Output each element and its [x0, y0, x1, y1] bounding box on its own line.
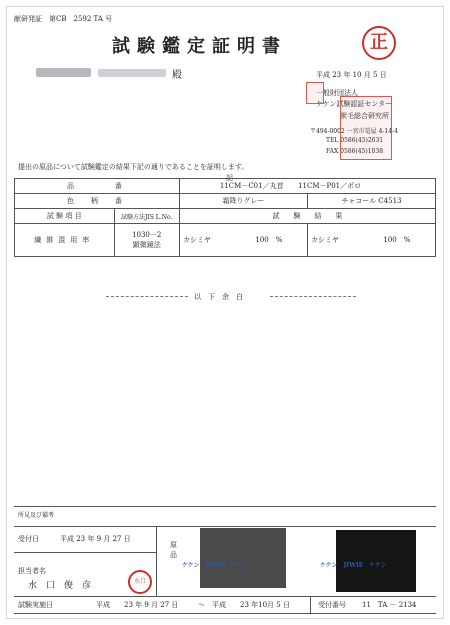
received-bottom-line: [14, 552, 156, 553]
document-number: 献研発証 第CB 2592 TA 号: [14, 15, 113, 23]
method-value: [114, 224, 179, 257]
sample-tag-text-2: ケケン JIWIE ケケン: [320, 562, 387, 569]
remarks-label: 所見及び備考: [18, 512, 55, 519]
period-label: 試験実施日: [18, 601, 53, 609]
official-seal: 正: [362, 26, 396, 60]
method-value-2: 顕微鏡法: [132, 241, 161, 249]
addressee-redacted: [36, 68, 166, 78]
addressee-suffix: 殿: [172, 70, 182, 81]
blank-dash-right: [270, 296, 356, 297]
sample-label: 原 品: [170, 541, 184, 559]
issuer-fax: FAX 0586(45)1038: [326, 148, 384, 155]
receipt-label: 受付番号: [318, 601, 346, 609]
person-label: 担当者名: [18, 567, 46, 575]
result-label: 試 験 結 果: [179, 209, 435, 224]
issuer-address: 〒494-0002 一宮市篭屋 4-14-4: [310, 128, 398, 135]
blank-note: 以 下 余 白: [194, 293, 243, 301]
result-1-name: カシミヤ: [182, 236, 211, 244]
small-seal-stamp: [306, 82, 324, 104]
issuer-org-type: 一般財団法人: [316, 89, 358, 97]
item-label: 品 番: [15, 179, 180, 194]
remarks-top-line: [14, 506, 436, 507]
result-cell-2: [307, 224, 435, 257]
receipt-divider: [310, 596, 311, 613]
received-date: 平成 23 年 9 月 27 日: [60, 535, 131, 543]
fiber-label: 繊維混用率: [15, 224, 115, 257]
period-end: 平成 23 年10月 5 日: [212, 601, 290, 609]
issuer-tel: TEL 0586(45)2631: [326, 137, 384, 144]
color-value-2: チャコール C4513: [307, 194, 435, 209]
item-values: [179, 179, 435, 194]
issuer-seal-stamp: [340, 96, 392, 160]
result-2-name: カシミヤ: [310, 236, 339, 244]
period-tilde: ～: [198, 601, 205, 609]
issue-date: 平成 23 年 10 月 5 日: [316, 71, 387, 79]
sample-divider: [156, 526, 157, 596]
footer-top-line: [14, 596, 436, 597]
item-value-2: 11CM－P01／ポロ: [298, 182, 362, 190]
footer-bottom-line: [14, 613, 436, 614]
statement-text: 提出の原品について試験鑑定の結果下記の通りであることを証明します。: [18, 163, 249, 171]
color-value-1: 霜降りグレー: [179, 194, 307, 209]
blank-dash-left: [106, 296, 188, 297]
document-title: 試験鑑定証明書: [112, 36, 287, 57]
person-seal: 水口: [128, 570, 152, 594]
test-item-label: 試 験 項 目: [15, 209, 115, 224]
result-1-value: 100 %: [255, 236, 283, 244]
result-2-value: 100 %: [383, 236, 411, 244]
ki-mark: 記: [226, 174, 233, 182]
person-name: 水 口 俊 彦: [28, 581, 92, 591]
color-label: 色 柄 番: [15, 194, 180, 209]
issuer-name-line1: ケケン試験認証センター: [316, 100, 393, 108]
received-top-line: [14, 526, 436, 527]
sample-swatch-grey: [200, 528, 286, 588]
method-label: 試験方法JIS L.No.: [114, 209, 179, 224]
received-label: 受付日: [18, 535, 39, 543]
sample-tag-text-1: ケケン JIWIE ケケン: [182, 562, 249, 569]
method-value-1: 1030－2: [132, 231, 162, 239]
issuer-name-line2: 獣毛総合研究所: [340, 112, 389, 120]
receipt-number: 11 TA － 2134: [362, 601, 417, 609]
results-table: [14, 178, 436, 257]
item-value-1: 11CM－C01／丸首: [219, 182, 284, 190]
result-cell-1: [179, 224, 307, 257]
period-start: 平成 23 年 9 月 27 日: [96, 601, 179, 609]
